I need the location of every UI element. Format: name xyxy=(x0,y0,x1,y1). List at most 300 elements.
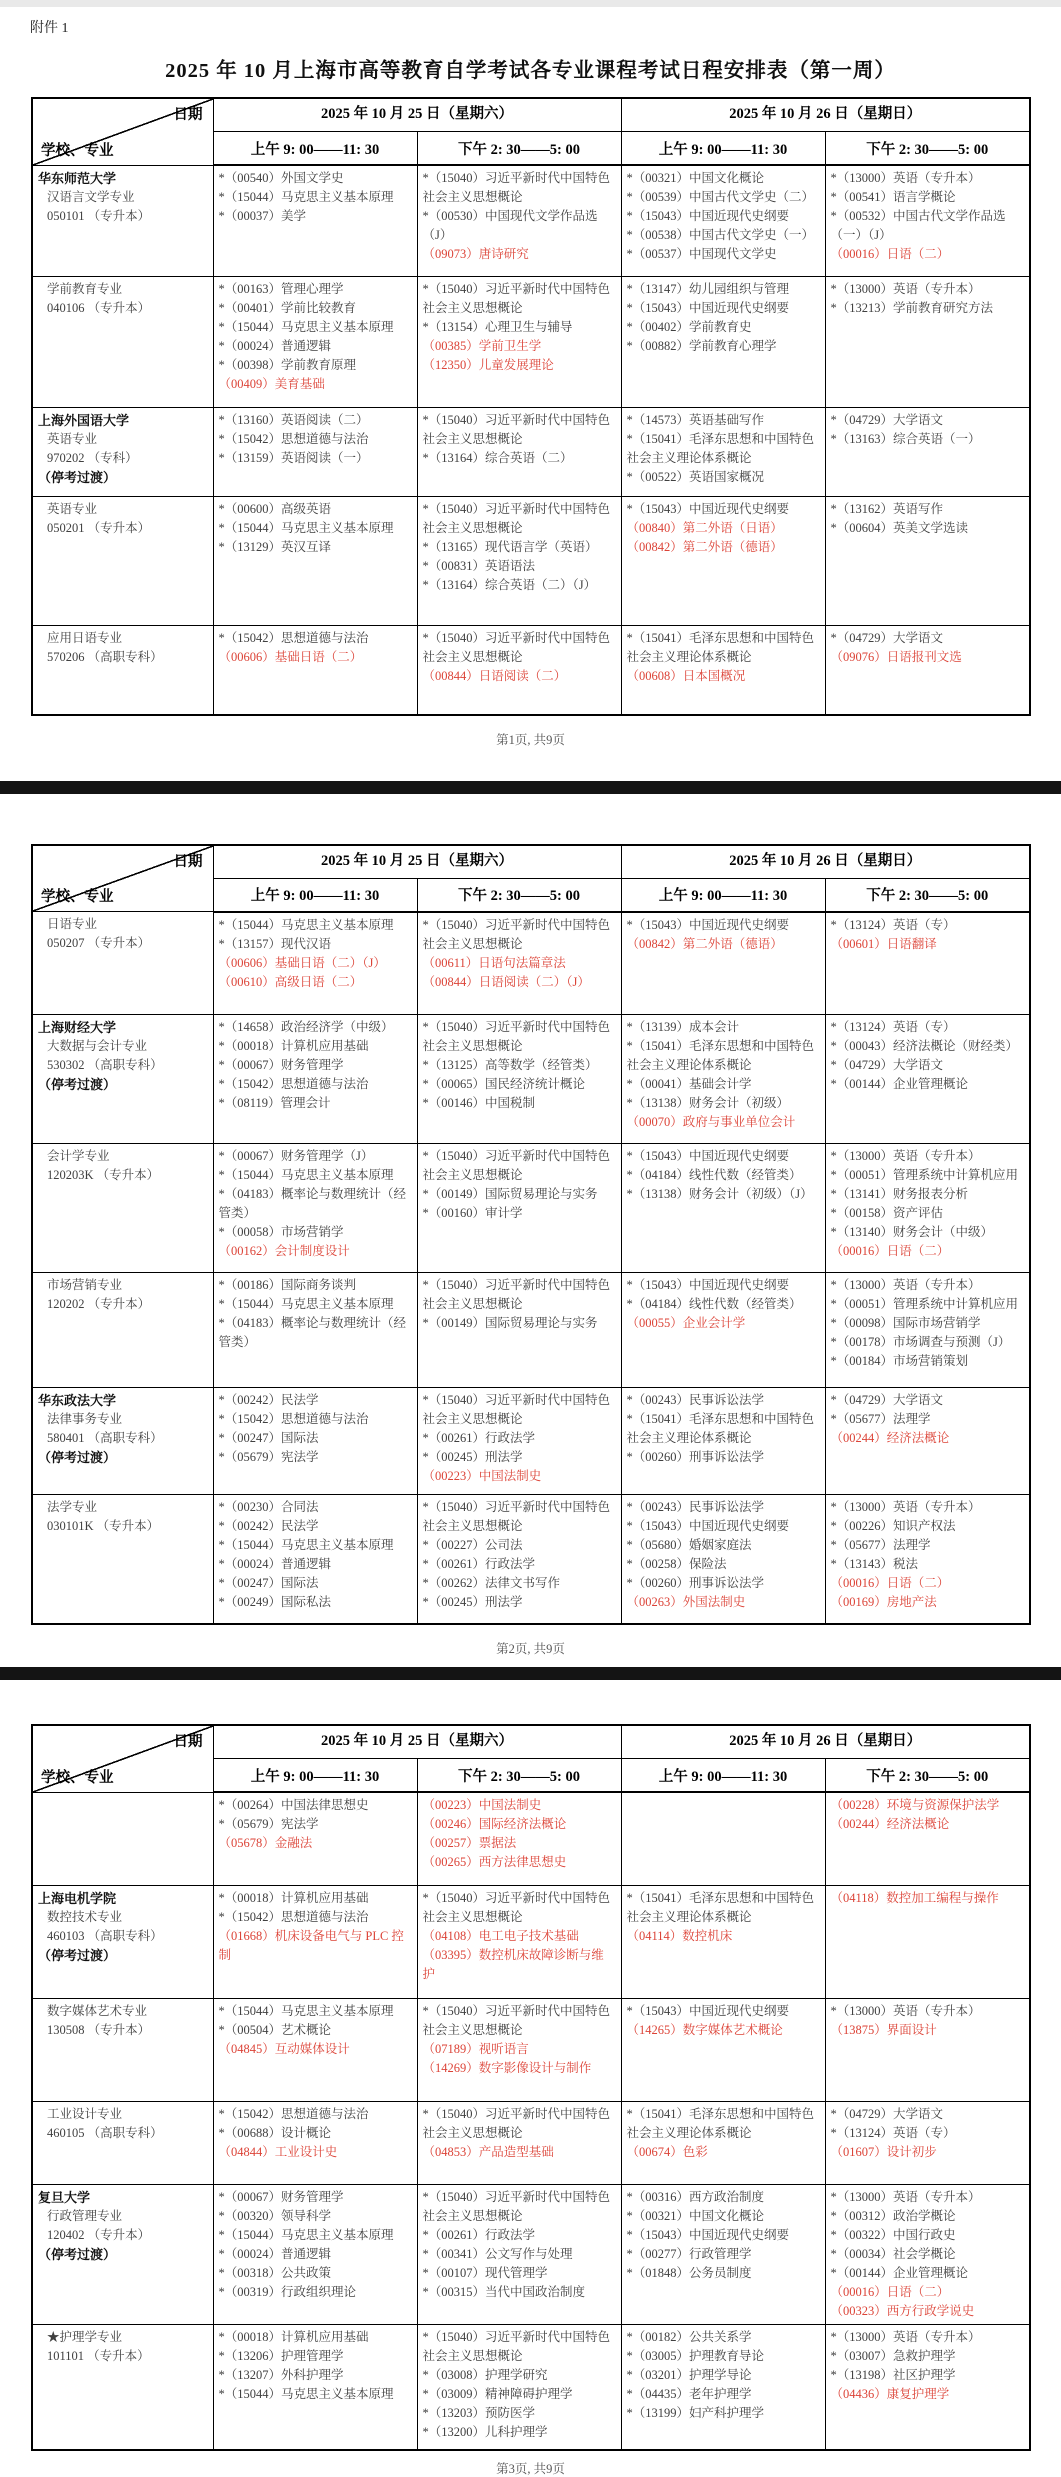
course-item: *（13124）英语（专） xyxy=(830,2125,956,2140)
school-major-cell xyxy=(32,2184,213,2324)
course-item: *（15043）中国近现代史纲要 xyxy=(626,1278,790,1292)
course-item: *（00018）计算机应用基础 xyxy=(218,2329,369,2344)
school-header-label: 学校、专业 xyxy=(41,142,114,159)
session-cell-sun-am xyxy=(621,2184,825,2324)
session-cell-sat-am xyxy=(213,496,417,625)
course-item: *（13000）英语（专升本） xyxy=(830,1278,981,1292)
date-header-label: 日期 xyxy=(173,1734,203,1750)
course-item: *（15040）习近平新时代中国特色社会主义思想概论 xyxy=(422,2106,611,2140)
course-item: *（15044）马克思主义基本原理 xyxy=(218,2227,394,2242)
course-item: *（14573）英语基础写作 xyxy=(626,412,765,427)
course-item: （00228）环境与资源保护法学 xyxy=(830,1798,1000,1812)
course-item: *（00034）社会学概论 xyxy=(830,2246,956,2261)
course-item: *（15040）习近平新时代中国特色社会主义思想概论 xyxy=(422,630,611,664)
course-item: *（00178）市场调查与预测（J） xyxy=(830,1335,1011,1349)
course-item: *（13000）英语（专升本） xyxy=(830,2189,981,2204)
course-item: *（15044）马克思主义基本原理 xyxy=(218,2386,394,2401)
major-name: 120402 （专升本） xyxy=(47,2227,151,2242)
school-major-cell xyxy=(32,1998,213,2101)
major-name: 050207 （专升本） xyxy=(47,936,151,950)
course-item: *（15040）习近平新时代中国特色社会主义思想概论 xyxy=(422,171,611,204)
course-item: *（00522）英语国家概况 xyxy=(626,469,765,484)
date-header-sat: 2025 年 10 月 25 日（星期六） xyxy=(213,845,621,879)
course-item: *（00318）公共政策 xyxy=(218,2265,332,2280)
course-item: *（00541）语言学概论 xyxy=(830,190,956,204)
session-cell-sun-am xyxy=(621,2324,825,2450)
time-header-sat-pm: 下午 2: 30——5: 00 xyxy=(417,132,621,166)
session-cell-sun-pm xyxy=(825,912,1030,1015)
major-name: 460103 （高职专科） xyxy=(47,1928,163,1943)
schedule-row xyxy=(32,165,1030,276)
course-item: *（00532）中国古代文学作品选（一）（J） xyxy=(830,209,1006,242)
session-cell-sun-am xyxy=(621,407,825,496)
school-major-cell xyxy=(32,1792,213,1885)
course-item: *（00260）刑事诉讼法学 xyxy=(626,1450,765,1464)
course-item: *（00277）行政管理学 xyxy=(626,2246,752,2261)
session-cell-sun-am xyxy=(621,1144,825,1273)
major-name: 日语专业 xyxy=(47,917,98,931)
session-cell-sat-pm xyxy=(417,912,621,1015)
session-cell-sat-am xyxy=(213,1015,417,1144)
course-item: （14269）数字影像设计与制作 xyxy=(422,2060,592,2075)
schedule-row xyxy=(32,276,1030,407)
time-header-sat-am: 上午 9: 00——11: 30 xyxy=(213,132,417,166)
course-item: （04436）康复护理学 xyxy=(830,2386,950,2401)
header-date-row xyxy=(32,98,1030,132)
session-cell-sun-pm xyxy=(825,165,1030,276)
school-major-cell xyxy=(32,1273,213,1388)
course-item: *（00242）民法学 xyxy=(218,1393,319,1407)
course-item: *（15044）马克思主义基本原理 xyxy=(218,319,394,334)
school-name: （停考过渡） xyxy=(38,1947,117,1963)
course-item: *（03007）急救护理学 xyxy=(830,2348,956,2363)
course-item: （04844）工业设计史 xyxy=(218,2144,338,2159)
session-cell-sat-am xyxy=(213,276,417,407)
session-cell-sat-am xyxy=(213,1273,417,1388)
school-major-cell xyxy=(32,1144,213,1273)
course-item: *（15043）中国近现代史纲要 xyxy=(626,300,790,315)
course-item: *（15044）马克思主义基本原理 xyxy=(218,917,394,932)
course-item: *（08119）管理会计 xyxy=(218,1096,331,1110)
course-item: *（00320）领导科学 xyxy=(218,2208,332,2223)
course-item: （05678）金融法 xyxy=(218,1836,313,1850)
course-item: *（00262）法律文书写作 xyxy=(422,1576,561,1590)
course-item: （00244）经济法概论 xyxy=(830,1817,950,1831)
course-item: （00674）色彩 xyxy=(626,2144,708,2159)
course-item: *（00537）中国现代文学史 xyxy=(626,247,777,261)
course-item: *（00258）保险法 xyxy=(626,1557,727,1571)
session-cell-sun-am xyxy=(621,496,825,625)
course-item: *（13140）财务会计（中级） xyxy=(830,1225,994,1239)
session-cell-sun-pm xyxy=(825,496,1030,625)
course-item: *（00186）国际商务谈判 xyxy=(218,1278,357,1292)
page-footer: 第2页, 共9页 xyxy=(496,1642,565,1656)
course-item: *（15040）习近平新时代中国特色社会主义思想概论 xyxy=(422,1890,611,1924)
course-item: *（13206）护理管理学 xyxy=(218,2348,344,2363)
session-cell-sat-pm xyxy=(417,276,621,407)
course-item: *（00260）刑事诉讼法学 xyxy=(626,1576,765,1590)
course-item: *（13139）成本会计 xyxy=(626,1020,740,1034)
session-cell-sat-pm xyxy=(417,165,621,276)
schedule-row xyxy=(32,1144,1030,1273)
course-item: *（00226）知识产权法 xyxy=(830,1519,956,1533)
course-item: *（15044）马克思主义基本原理 xyxy=(218,520,394,535)
course-item: *（00065）国民经济统计概论 xyxy=(422,1077,586,1091)
course-item: *（13160）英语阅读（二） xyxy=(218,412,369,427)
time-header-sat-pm: 下午 2: 30——5: 00 xyxy=(417,1759,621,1793)
date-school-corner-cell xyxy=(32,1725,213,1792)
course-item: *（13147）幼儿园组织与管理 xyxy=(626,281,790,296)
school-major-cell xyxy=(32,1388,213,1495)
school-name: （停考过渡） xyxy=(38,1077,117,1092)
course-item: （00055）企业会计学 xyxy=(626,1316,746,1330)
session-cell-sun-am xyxy=(621,165,825,276)
course-item: *（14658）政治经济学（中级） xyxy=(218,1020,394,1034)
course-item: *（00018）计算机应用基础 xyxy=(218,1039,369,1053)
course-item: *（15041）毛泽东思想和中国特色社会主义理论体系概论 xyxy=(626,1890,815,1924)
schedule-row xyxy=(32,496,1030,625)
date-header-sat: 2025 年 10 月 25 日（星期六） xyxy=(213,1725,621,1759)
course-item: *（04183）概率论与数理统计（经管类） xyxy=(218,1187,407,1220)
course-item: *（13163）综合英语（一） xyxy=(830,431,981,446)
major-name: 法律事务专业 xyxy=(47,1412,123,1426)
time-header-sun-pm: 下午 2: 30——5: 00 xyxy=(825,132,1030,166)
course-item: *（15044）马克思主义基本原理 xyxy=(218,2003,394,2018)
school-major-cell xyxy=(32,496,213,625)
course-item: *（13164）综合英语（二） xyxy=(422,450,573,465)
schedule-row xyxy=(32,2101,1030,2184)
course-item: *（00261）行政法学 xyxy=(422,2227,536,2242)
course-item: *（15040）习近平新时代中国特色社会主义思想概论 xyxy=(422,2329,611,2363)
course-item: *（00041）基础会计学 xyxy=(626,1077,752,1091)
course-item: *（13129）英汉互译 xyxy=(218,539,332,554)
major-name: 130508 （专升本） xyxy=(47,2022,151,2037)
course-item: *（13207）外科护理学 xyxy=(218,2367,344,2382)
course-item: （00610）高级日语（二） xyxy=(218,974,363,989)
major-name: 040106 （专升本） xyxy=(47,300,151,315)
course-item: （04118）数控加工编程与操作 xyxy=(830,1890,999,1905)
school-major-cell xyxy=(32,912,213,1015)
course-item: （00016）日语（二） xyxy=(830,2284,950,2299)
course-item: *（05677）法理学 xyxy=(830,1538,931,1552)
course-item: （00606）基础日语（二） xyxy=(218,649,363,664)
course-item: *（00249）国际私法 xyxy=(218,1595,332,1609)
school-major-cell xyxy=(32,276,213,407)
course-item: *（04729）大学语文 xyxy=(830,1393,944,1407)
course-item: *（15044）马克思主义基本原理 xyxy=(218,190,394,204)
course-item: （00244）经济法概论 xyxy=(830,1431,950,1445)
schedule-row xyxy=(32,1998,1030,2101)
course-item: *（13154）心理卫生与辅导 xyxy=(422,319,573,334)
course-item: *（15041）毛泽东思想和中国特色社会主义理论体系概论 xyxy=(626,1039,815,1072)
course-item: *（13213）学前教育研究方法 xyxy=(830,300,994,315)
session-cell-sat-pm xyxy=(417,1495,621,1625)
course-item: *（13125）高等数学（经管类） xyxy=(422,1058,598,1072)
schedule-row xyxy=(32,1792,1030,1885)
date-school-corner-cell xyxy=(32,98,213,165)
course-item: *（00247）国际法 xyxy=(218,1431,319,1445)
course-item: *（15043）中国近现代史纲要 xyxy=(626,2003,790,2018)
course-item: *（15041）毛泽东思想和中国特色社会主义理论体系概论 xyxy=(626,1412,815,1445)
course-item: *（00146）中国税制 xyxy=(422,1096,536,1110)
course-item: （00840）第二外语（日语） xyxy=(626,520,783,535)
school-name: 上海外国语大学 xyxy=(38,412,130,428)
header-date-row xyxy=(32,1725,1030,1759)
course-item: *（00184）市场营销策划 xyxy=(830,1354,969,1368)
course-item: *（13000）英语（专升本） xyxy=(830,171,981,185)
session-cell-sun-am xyxy=(621,625,825,715)
session-cell-sat-am xyxy=(213,165,417,276)
school-name: 上海电机学院 xyxy=(38,1890,117,1906)
schedule-table-page3 xyxy=(31,1724,1031,2451)
course-item: *（04729）大学语文 xyxy=(830,1058,944,1072)
school-major-cell xyxy=(32,1015,213,1144)
session-cell-sun-pm xyxy=(825,1495,1030,1625)
page-footer: 第3页, 共9页 xyxy=(496,2461,565,2476)
course-item: *（00538）中国古代文学史（一） xyxy=(626,228,815,242)
course-item: *（15044）马克思主义基本原理 xyxy=(218,1538,394,1552)
school-major-cell xyxy=(32,2324,213,2450)
course-item: *（00316）西方政治制度 xyxy=(626,2189,765,2204)
course-item: （00263）外国法制史 xyxy=(626,1595,746,1609)
course-item: *（00024）普通逻辑 xyxy=(218,338,332,353)
course-item: *（13203）预防医学 xyxy=(422,2405,536,2420)
session-cell-sat-pm xyxy=(417,1998,621,2101)
course-item: *（00539）中国古代文学史（二） xyxy=(626,190,815,204)
course-item: *（00319）行政组织理论 xyxy=(218,2284,357,2299)
course-item: *（15044）马克思主义基本原理 xyxy=(218,1297,394,1311)
schedule-table-page2 xyxy=(31,844,1031,1626)
session-cell-sun-pm xyxy=(825,2101,1030,2184)
course-item: *（00401）学前比较教育 xyxy=(218,300,357,315)
course-item: *（15042）思想道德与法治 xyxy=(218,2106,369,2121)
course-item: *（03005）护理教育导论 xyxy=(626,2348,765,2363)
course-item: *（00107）现代管理学 xyxy=(422,2265,548,2280)
schedule-table-page1 xyxy=(31,97,1031,716)
course-item: （00844）日语阅读（二）（J） xyxy=(422,974,590,989)
session-cell-sat-am xyxy=(213,1388,417,1495)
session-cell-sat-am xyxy=(213,1144,417,1273)
course-item: （13875）界面设计 xyxy=(830,2022,937,2037)
course-item: *（13162）英语写作 xyxy=(830,501,944,516)
schedule-row xyxy=(32,1885,1030,1998)
schedule-row xyxy=(32,2324,1030,2450)
session-cell-sun-pm xyxy=(825,1273,1030,1388)
session-cell-sat-am xyxy=(213,1792,417,1885)
session-cell-sat-pm xyxy=(417,496,621,625)
major-name: 050201 （专升本） xyxy=(47,520,151,535)
school-name: （停考过渡） xyxy=(38,1450,117,1465)
course-item: *（15040）习近平新时代中国特色社会主义思想概论 xyxy=(422,501,611,535)
date-header-sun: 2025 年 10 月 26 日（星期日） xyxy=(621,1725,1030,1759)
course-item: *（00158）资产评估 xyxy=(830,1206,944,1220)
major-name: 120202 （专升本） xyxy=(47,1297,151,1311)
course-item: （00265）西方法律思想史 xyxy=(422,1855,567,1869)
course-item: *（00882）学前教育心理学 xyxy=(626,338,777,353)
course-item: *（00341）公文写作与处理 xyxy=(422,2246,573,2261)
course-item: *（00402）学前教育史 xyxy=(626,319,752,334)
course-item: （03395）数控机床故障诊断与维护 xyxy=(422,1947,604,1981)
major-name: 120203K （专升本） xyxy=(47,1168,160,1182)
header-date-row xyxy=(32,845,1030,879)
schedule-row xyxy=(32,1388,1030,1495)
course-item: *（15043）中国近现代史纲要 xyxy=(626,2227,790,2242)
date-header-sun: 2025 年 10 月 26 日（星期日） xyxy=(621,845,1030,879)
course-item: *（00149）国际贸易理论与实务 xyxy=(422,1187,598,1201)
session-cell-sun-am xyxy=(621,276,825,407)
time-header-sun-am: 上午 9: 00——11: 30 xyxy=(621,878,825,912)
course-item: *（05680）婚姻家庭法 xyxy=(626,1538,752,1552)
school-major-cell xyxy=(32,1885,213,1998)
course-item: *（00051）管理系统中计算机应用 xyxy=(830,1297,1019,1311)
school-name: （停考过渡） xyxy=(38,469,117,485)
course-item: *（00051）管理系统中计算机应用 xyxy=(830,1168,1019,1182)
session-cell-sat-pm xyxy=(417,407,621,496)
course-item: （04845）互动媒体设计 xyxy=(218,2041,350,2056)
major-name: 530302 （高职专科） xyxy=(47,1058,163,1072)
session-cell-sun-pm xyxy=(825,1998,1030,2101)
course-item: *（04184）线性代数（经管类） xyxy=(626,1297,802,1311)
major-name: 101101 （专升本） xyxy=(47,2348,150,2363)
course-item: （00842）第二外语（德语） xyxy=(626,539,783,554)
session-cell-sat-pm xyxy=(417,2184,621,2324)
course-item: *（13143）税法 xyxy=(830,1557,919,1571)
major-name: 050101 （专升本） xyxy=(47,208,151,223)
page-gap xyxy=(0,794,1061,844)
course-item: *（15043）中国近现代史纲要 xyxy=(626,1519,790,1533)
course-item: *（00144）企业管理概论 xyxy=(830,1077,969,1091)
course-item: （00169）房地产法 xyxy=(830,1595,937,1609)
course-item: *（15044）马克思主义基本原理 xyxy=(218,1168,394,1182)
course-item: *（00264）中国法律思想史 xyxy=(218,1798,369,1812)
course-item: （04108）电工电子技术基础 xyxy=(422,1928,579,1943)
course-item: （00016）日语（二） xyxy=(830,247,950,261)
document-title: 2025 年 10 月上海市高等教育自学考试各专业课程考试日程安排表（第一周） xyxy=(165,60,896,82)
course-item: *（15040）习近平新时代中国特色社会主义思想概论 xyxy=(422,1393,611,1426)
session-cell-sun-pm xyxy=(825,1144,1030,1273)
course-item: （04853）产品造型基础 xyxy=(422,2144,554,2159)
course-item: *（00398）学前教育原理 xyxy=(218,357,357,372)
course-item: *（00058）市场营销学 xyxy=(218,1225,344,1239)
page-gap xyxy=(0,1680,1061,1724)
course-item: *（15042）思想道德与法治 xyxy=(218,1909,369,1924)
course-item: （00606）基础日语（二）（J） xyxy=(218,955,386,970)
course-item: *（00688）设计概论 xyxy=(218,2125,332,2140)
course-item: *（00160）审计学 xyxy=(422,1206,523,1220)
course-item: *（15041）毛泽东思想和中国特色社会主义理论体系概论 xyxy=(626,630,815,664)
course-item: *（15040）习近平新时代中国特色社会主义思想概论 xyxy=(422,1278,611,1311)
schedule-row xyxy=(32,912,1030,1015)
course-item: *（00149）国际贸易理论与实务 xyxy=(422,1316,598,1330)
major-name: 数字媒体艺术专业 xyxy=(47,2003,148,2018)
course-item: *（04729）大学语文 xyxy=(830,412,944,427)
session-cell-sun-pm xyxy=(825,2324,1030,2450)
course-item: *（00067）财务管理学（J） xyxy=(218,1149,374,1163)
session-cell-sat-pm xyxy=(417,1885,621,1998)
course-item: *（13000）英语（专升本） xyxy=(830,281,981,296)
course-item: *（00024）普通逻辑 xyxy=(218,2246,332,2261)
course-item: *（00504）艺术概论 xyxy=(218,2022,332,2037)
course-item: *（13138）财务会计（初级） xyxy=(626,1096,790,1110)
course-item: *（00321）中国文化概论 xyxy=(626,171,765,185)
course-item: （00016）日语（二） xyxy=(830,1244,950,1258)
course-item: *（00067）财务管理学 xyxy=(218,2189,344,2204)
session-cell-sun-pm xyxy=(825,625,1030,715)
major-name: 英语专业 xyxy=(47,501,98,516)
course-item: （04114）数控机床 xyxy=(626,1928,733,1943)
session-cell-sat-am xyxy=(213,1998,417,2101)
course-item: （00608）日本国概况 xyxy=(626,668,746,683)
major-name: ★护理学专业 xyxy=(47,2329,123,2344)
course-item: *（15040）习近平新时代中国特色社会主义思想概论 xyxy=(422,1149,611,1182)
session-cell-sat-pm xyxy=(417,2324,621,2450)
course-item: *（00043）经济法概论（财经类） xyxy=(830,1039,1019,1053)
session-cell-sun-am xyxy=(621,1998,825,2101)
major-name: 行政管理专业 xyxy=(47,2208,123,2223)
course-item: *（04729）大学语文 xyxy=(830,630,944,645)
session-cell-sat-pm xyxy=(417,1388,621,1495)
session-cell-sat-pm xyxy=(417,1273,621,1388)
major-name: 会计学专业 xyxy=(47,1149,110,1163)
course-item: *（04729）大学语文 xyxy=(830,2106,944,2121)
course-item: *（05677）法理学 xyxy=(830,1412,931,1426)
page-footer: 第1页, 共9页 xyxy=(496,732,565,747)
course-item: *（15042）思想道德与法治 xyxy=(218,1077,369,1091)
school-major-cell xyxy=(32,407,213,496)
course-item: *（15043）中国近现代史纲要 xyxy=(626,209,790,223)
course-item: （00601）日语翻译 xyxy=(830,936,937,951)
major-name: 大数据与会计专业 xyxy=(47,1039,148,1053)
school-name: 复旦大学 xyxy=(38,2189,91,2205)
session-cell-sat-am xyxy=(213,625,417,715)
course-item: *（13165）现代语言学（英语） xyxy=(422,539,598,554)
course-item: *（00245）刑法学 xyxy=(422,1450,523,1464)
course-item: （00611）日语句法篇章法 xyxy=(422,955,566,970)
course-item: *（00242）民法学 xyxy=(218,1519,319,1533)
schedule-row xyxy=(32,2184,1030,2324)
course-item: *（00037）美学 xyxy=(218,209,307,223)
course-item: *（15040）习近平新时代中国特色社会主义思想概论 xyxy=(422,917,611,951)
major-name: 工业设计专业 xyxy=(47,2106,123,2121)
time-header-sat-pm: 下午 2: 30——5: 00 xyxy=(417,878,621,912)
time-header-sun-am: 上午 9: 00——11: 30 xyxy=(621,132,825,166)
time-header-sun-pm: 下午 2: 30——5: 00 xyxy=(825,878,1030,912)
course-item: （00385）学前卫生学 xyxy=(422,338,542,353)
date-header-label: 日期 xyxy=(173,853,203,870)
course-item: *（03201）护理学导论 xyxy=(626,2367,752,2382)
course-item: *（15040）习近平新时代中国特色社会主义思想概论 xyxy=(422,412,611,446)
course-item: *（03009）精神障碍护理学 xyxy=(422,2386,573,2401)
course-item: *（13199）妇产科护理学 xyxy=(626,2405,765,2420)
session-cell-sat-pm xyxy=(417,1015,621,1144)
session-cell-sat-am xyxy=(213,912,417,1015)
course-item: *（00243）民事诉讼法学 xyxy=(626,1500,765,1514)
course-item: *（00098）国际市场营销学 xyxy=(830,1316,981,1330)
course-item: *（13164）综合英语（二）（J） xyxy=(422,577,597,592)
course-item: *（13141）财务报表分析 xyxy=(830,1187,969,1201)
major-name: 学前教育专业 xyxy=(47,281,123,296)
major-name: 030101K （专升本） xyxy=(47,1519,160,1533)
course-item: *（13000）英语（专升本） xyxy=(830,1149,981,1163)
course-item: *（15040）习近平新时代中国特色社会主义思想概论 xyxy=(422,1020,611,1053)
course-item: *（00230）合同法 xyxy=(218,1500,319,1514)
course-item: *（15040）习近平新时代中国特色社会主义思想概论 xyxy=(422,281,611,315)
date-header-sat: 2025 年 10 月 25 日（星期六） xyxy=(213,98,621,132)
time-header-sat-am: 上午 9: 00——11: 30 xyxy=(213,878,417,912)
major-name: 460105 （高职专科） xyxy=(47,2125,163,2140)
top-edge-strip xyxy=(0,0,1061,7)
session-cell-sun-pm xyxy=(825,1015,1030,1144)
